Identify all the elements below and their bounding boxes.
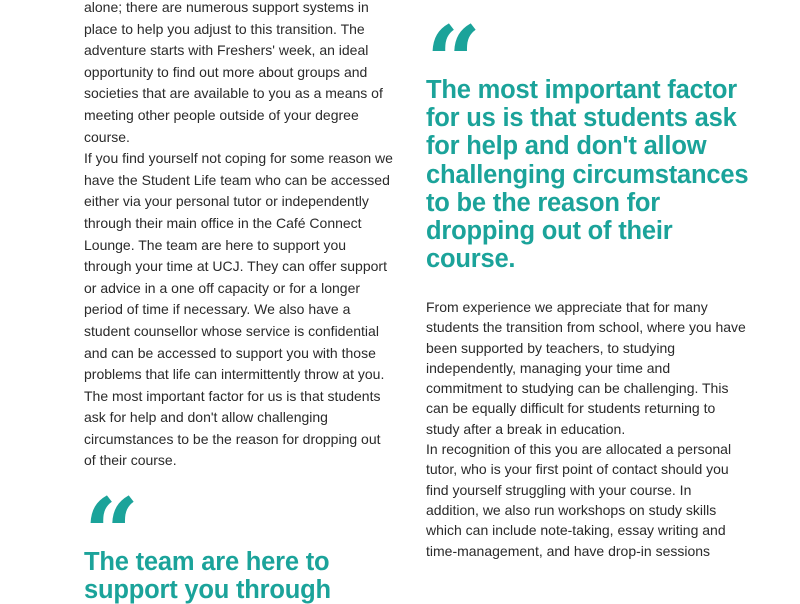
- right-quote-mark-icon: [426, 5, 474, 118]
- left-quote-glyph: “: [84, 477, 132, 590]
- left-quote-mark-icon: [84, 477, 132, 590]
- right-paragraph-1: From experience we appreciate that for many students the transition from school, where you have been supported by teachers, to studying independently, managing your time and commitment to studying can be challenging. This can be equally difficult for students returning to study after a break in education.: [426, 299, 746, 437]
- right-pull-quote: The most important factor for us is that students ask for help and don't allow challenging circumstances to be the reason for dropping out of their course.: [426, 76, 749, 274]
- right-quote-glyph: “: [426, 5, 474, 118]
- right-paragraph-2: In recognition of this you are allocated a personal tutor, who is your first point of contact should you find yourself struggling with your course. In addition, we also run workshops on study skills which can include note-taking, essay writing and time-management, and have drop-in sessions: [426, 441, 732, 559]
- left-paragraph-1: alone; there are numerous support systems in place to help you adjust to this transition. The adventure starts with Freshers' week, an ideal opportunity to find out more about groups and societies that are available to you as a means of meeting other people outside of your degree course.: [84, 0, 383, 145]
- left-column: [84, 0, 394, 472]
- left-paragraph-2: If you find yourself not coping for some reason we have the Student Life team who can be accessed either via your personal tutor or independently through their main office in the Café Connect Lounge. The team are here to support you through your time at UCJ. They can offer support or advice in a one off capacity or for a longer period of time if necessary. We also have a student counsellor whose service is confidential and can be accessed to support you with those problems that life can intermittently throw at you. The most important factor for us is that students ask for help and don't allow challenging circumstances to be the reason for dropping out of their course.: [84, 150, 393, 469]
- right-column-body: [426, 297, 746, 561]
- left-pull-quote: The team are here to support you through: [84, 548, 331, 604]
